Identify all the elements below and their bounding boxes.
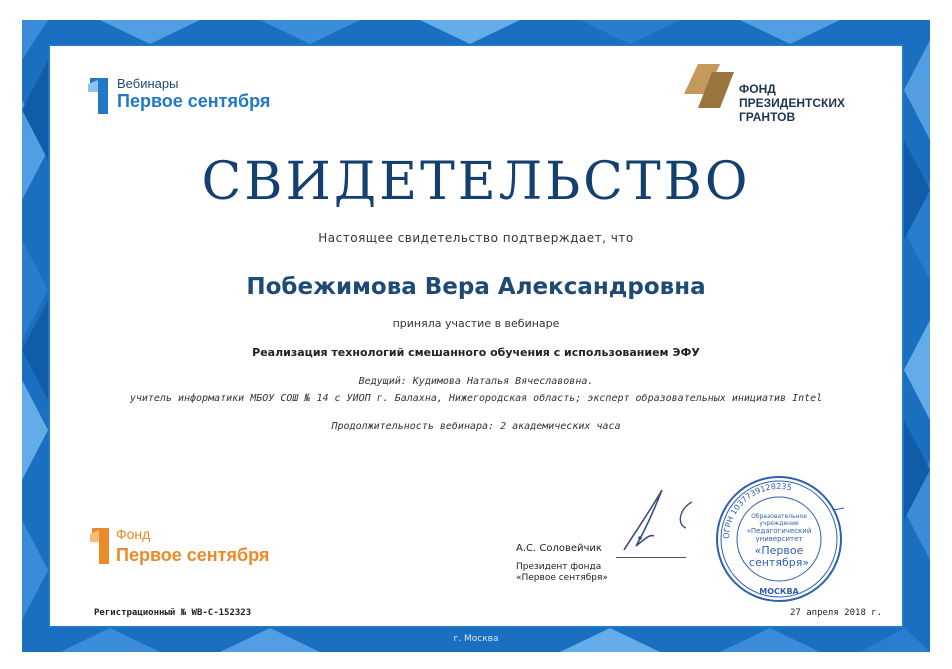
grants-line-3: ГРАНТОВ [739, 110, 796, 124]
host-description: учитель информатики МБОУ СОШ № 14 с УИОП г. Балахна, Нижегородская область; эксперт образовательных инициатив Intel [129, 393, 823, 404]
grants-line-2: ПРЕЗИДЕНТСКИХ [739, 96, 845, 110]
stamp-line-6: сентября» [748, 556, 810, 569]
grants-logo-text [739, 82, 845, 124]
city-label: г. Москва [453, 634, 499, 644]
certificate-title: СВИДЕТЕЛЬСТВО [201, 152, 751, 212]
fund-logo-icon [88, 526, 112, 566]
stamp-line-4: университет [755, 535, 803, 543]
host-line: Ведущий: Кудимова Наталья Вячеславовна. [358, 376, 594, 387]
webinar-title: Реализация технологий смешанного обучения с использованием ЭФУ [252, 346, 700, 359]
round-stamp-icon [714, 474, 844, 604]
participant-name: Побежимова Вера Александровна [246, 274, 706, 300]
stamp-line-3: «Педагогический [746, 527, 812, 535]
took-part-text: приняла участие в вебинаре [392, 317, 560, 330]
webinars-label: Вебинары [117, 76, 179, 91]
webinars-logo-icon [86, 76, 112, 116]
issue-date: 27 апреля 2018 г. [790, 608, 883, 618]
signer-name: А.С. Соловейчик [516, 543, 602, 554]
stamp-line-1: Образовательное [751, 513, 807, 520]
stamp-city: МОСКВА [759, 587, 799, 596]
duration-line: Продолжительность вебинара: 2 академических часа [331, 421, 621, 432]
fund-label: Фонд [116, 526, 151, 542]
webinars-brand-name: Первое сентября [117, 91, 271, 111]
signature-icon [614, 484, 724, 556]
stamp-ogrn: ОГРН 1037739128235 [721, 481, 793, 540]
stamp-line-2: учреждение [759, 520, 799, 527]
grants-line-1: ФОНД [739, 82, 776, 96]
confirm-text: Настоящее свидетельство подтверждает, что [318, 231, 634, 245]
signature-line [616, 557, 686, 558]
registration-number: Регистрационный № WB-C-152323 [94, 608, 252, 618]
stamp-line-5: «Первое [754, 544, 804, 557]
signer-role-2: «Первое сентября» [516, 573, 608, 583]
grants-logo-icon [684, 64, 734, 110]
fund-name: Первое сентября [116, 545, 270, 565]
signer-role-1: Президент фонда [516, 562, 602, 572]
